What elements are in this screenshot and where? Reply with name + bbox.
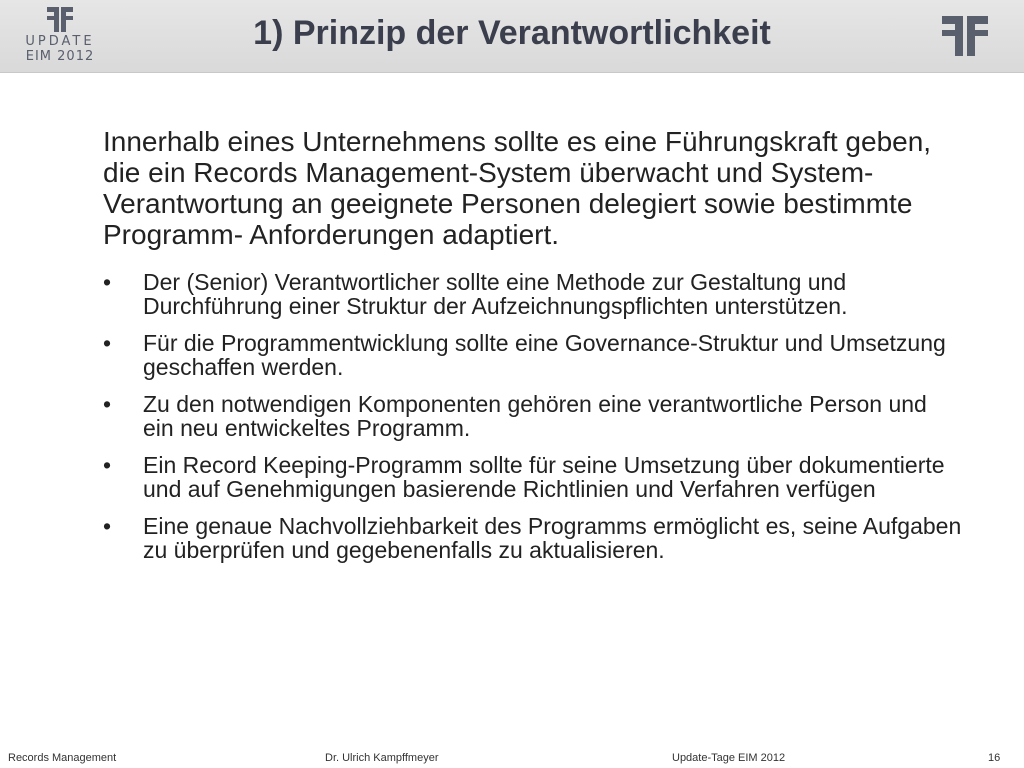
bullet-marker: • [103, 330, 112, 356]
header-bar [0, 0, 1024, 73]
footer-topic: Records Management [8, 752, 117, 764]
logo-year: EIM 2012 [25, 49, 95, 64]
list-item [103, 453, 963, 501]
footer [0, 748, 1024, 768]
bullet-text: Zu den notwendigen Komponenten gehören eine verantwortliche Person und ein neu entwickeltes Programm. [143, 391, 927, 441]
bullet-text: Eine genaue Nachvollziehbarkeit des Programms ermöglicht es, seine Aufgaben zu überprüfen und gegebenenfalls zu aktualisieren. [143, 513, 962, 563]
pma-logo [940, 12, 990, 63]
bullet-marker: • [103, 269, 112, 295]
bullet-marker: • [103, 391, 112, 417]
footer-event: Update-Tage EIM 2012 [672, 752, 786, 764]
page-number: 16 [988, 752, 1001, 764]
intro-paragraph: Innerhalb eines Unternehmens sollte es eine Führungskraft geben, die ein Records Management-System überwacht und System-Verantwortung an geeignete Personen delegiert sowie bestimmte Programm- Anforderungen adaptiert. [103, 126, 932, 250]
slide-content [103, 126, 963, 575]
pma-logo-icon [940, 12, 990, 58]
bullet-text: Der (Senior) Verantwortlicher sollte eine Methode zur Gestaltung und Durchführung einer Struktur der Aufzeichnungspflichten unterstützen. [143, 269, 848, 319]
page-title: 1) Prinzip der Verantwortlichkeit [253, 14, 771, 52]
logo-text: UPDATE [25, 34, 95, 49]
bullet-list [103, 270, 963, 562]
list-item [103, 392, 963, 440]
list-item [103, 270, 963, 318]
bullet-text: Für die Programmentwicklung sollte eine Governance-Struktur und Umsetzung geschaffen werden. [143, 330, 946, 380]
bullet-marker: • [103, 513, 112, 539]
bullet-marker: • [103, 452, 112, 478]
list-item [103, 331, 963, 379]
list-item [103, 514, 963, 562]
footer-author: Dr. Ulrich Kampffmeyer [325, 752, 439, 764]
bullet-text: Ein Record Keeping-Programm sollte für seine Umsetzung über dokumentierte und auf Genehmigungen basierende Richtlinien und Verfahren verfügen [143, 452, 945, 502]
